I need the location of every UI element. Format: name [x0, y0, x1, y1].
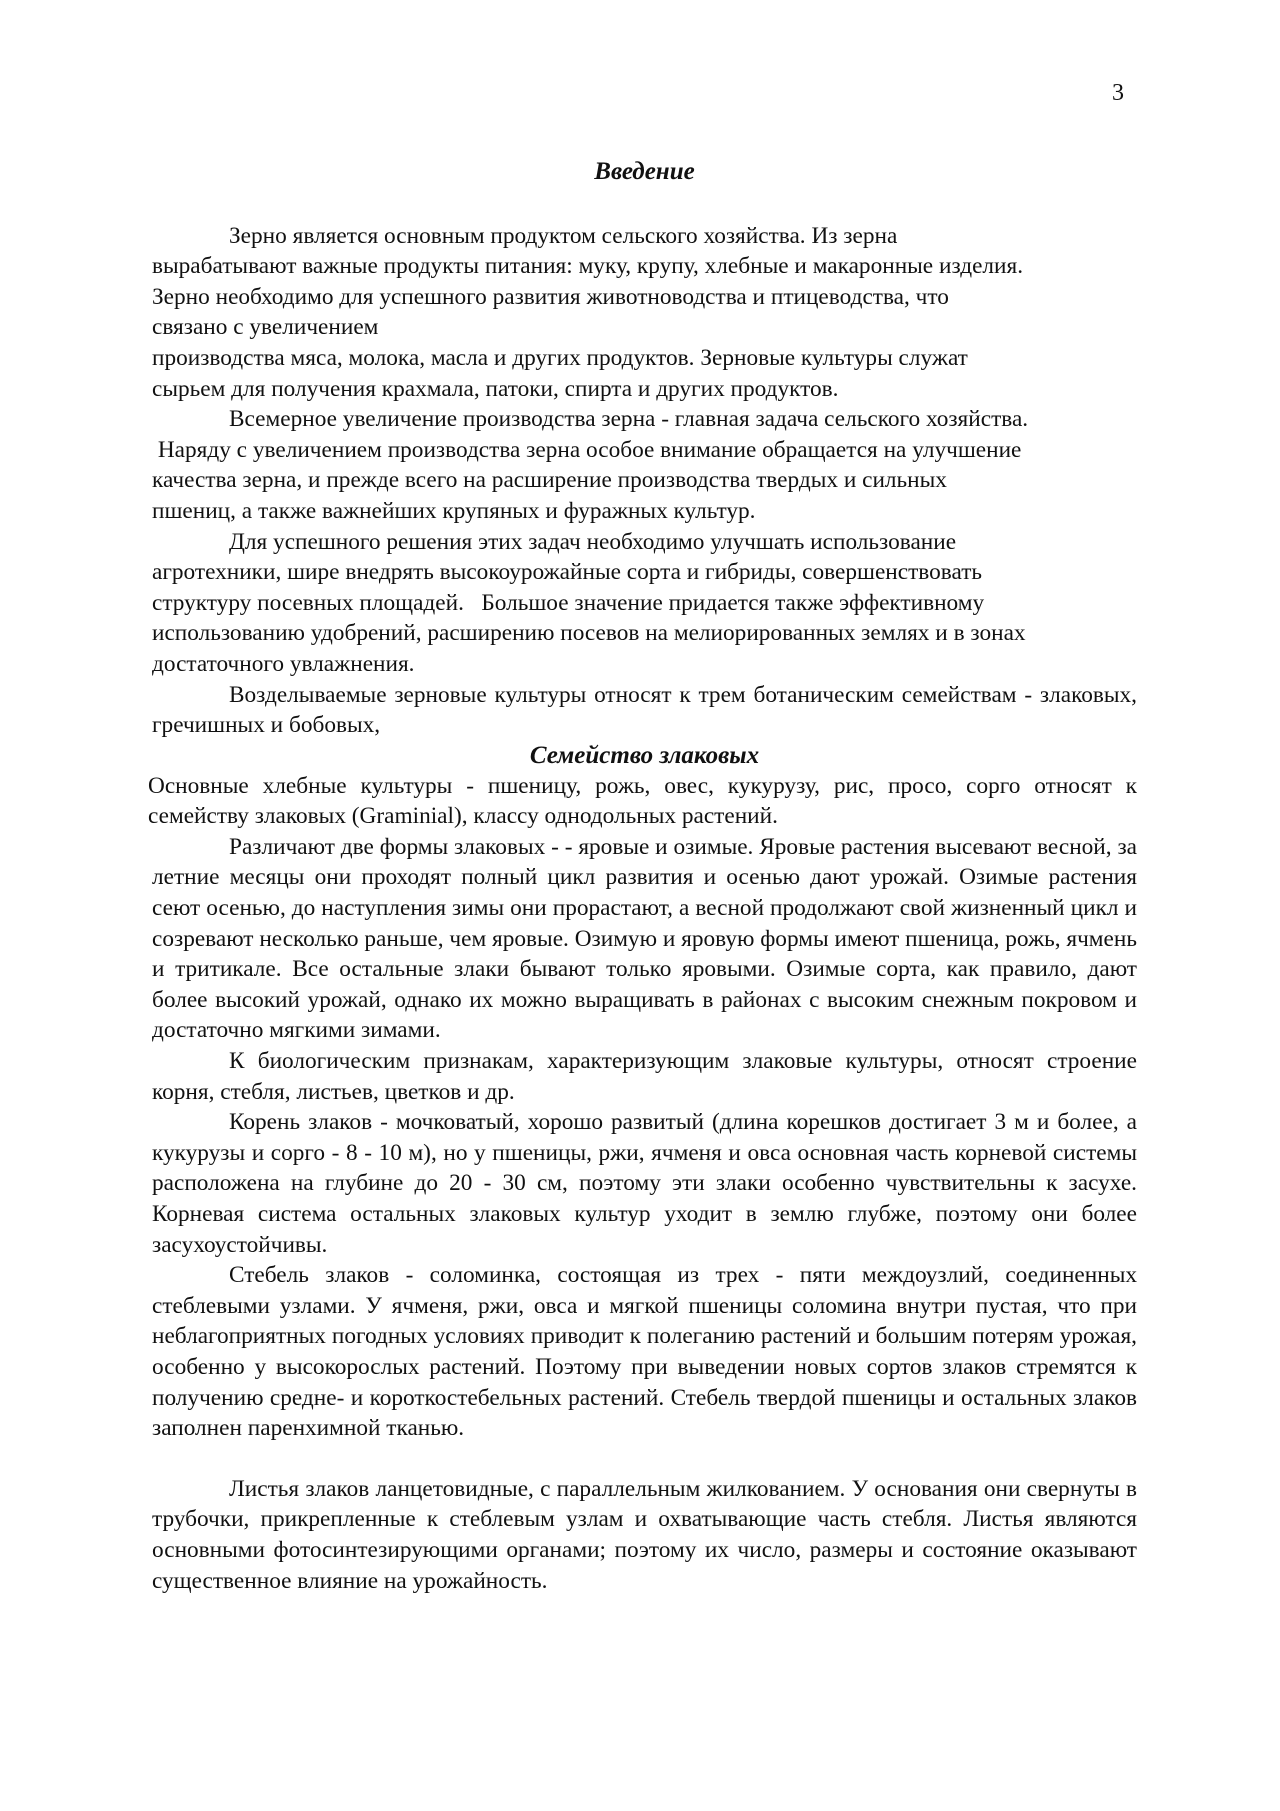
intro-line: агротехники, шире внедрять высокоурожайные сорта и гибриды, совершенствовать [152, 559, 983, 586]
intro-line: Для успешного решения этих задач необходимо улучшать использование [229, 528, 957, 555]
section-paragraph-3: К биологическим признакам, характеризующим злаковые культуры, относят строение корня, стебля, листьев, цветков и др. [152, 1048, 1137, 1105]
section-paragraph-2: Различают две формы злаковых - - яровые и озимые. Яровые растения высевают весной, за летние месяцы они проходят полный цикл развития и осенью дают урожай. Озимые растения сеют осенью, до наступления зимы они прорастают, а весной продолжают свой жизненный цикл и созревают несколько раньше, чем яровые. Озимую и яровую формы имеют пшеница, рожь, ячмень и тритикале. Все остальные злаки бывают только яровыми. Озимые сорта, как правило, дают более высокий урожай, однако их можно выращивать в районах с высоким снежным покровом и достаточно мягкими зимами. [152, 833, 1137, 1044]
intro-line: Зерно является основным продуктом сельского хозяйства. Из зерна [229, 222, 898, 249]
page-content [148, 157, 1137, 1596]
intro-paragraph-3 [152, 527, 1137, 680]
section-paragraph-6: Листья злаков ланцетовидные, с параллельным жилкованием. У основания они свернуты в трубочки, прикрепленные к стеблевым узлам и охватывающие часть стебля. Листья являются основными фотосинтезирующими органами; поэтому их число, размеры и состояние оказывают существенное влияние на урожайность. [152, 1475, 1137, 1594]
intro-line: вырабатывают важные продукты питания: муку, крупу, хлебные и макаронные изделия. [152, 253, 1024, 280]
section-paragraph-4: Корень злаков - мочковатый, хорошо развитый (длина корешков достигает 3 м и более, а кукурузы и сорго - 8 - 10 м), но у пшеницы, ржи, ячменя и овса основная часть корневой системы расположена на глубине до 20 - 30 см, поэтому эти злаки особенно чувствительны к засухе. Корневая система остальных злаковых культур уходит в землю глубже, поэтому они более засухоустойчивы. [152, 1109, 1137, 1258]
intro-line: Наряду с увеличением производства зерна особое внимание обращается на улучшение [152, 436, 1022, 463]
intro-line: качества зерна, и прежде всего на расширение производства твердых и сильных [152, 467, 947, 494]
intro-line: Всемерное увеличение производства зерна - главная задача сельского хозяйства. [229, 406, 1029, 433]
section-paragraph-5: Стебель злаков - соломинка, состоящая из трех - пяти междоузлий, соединенных стеблевыми узлами. У ячменя, ржи, овса и мягкой пшеницы соломина внутри пустая, что при неблагоприятных погодных условиях приводит к полеганию растений и большим потерям урожая, особенно у высокорослых растений. Поэтому при выведении новых сортов злаков стремятся к получению средне- и короткостебельных растений. Стебель твердой пшеницы и остальных злаков заполнен паренхимной тканью. [152, 1262, 1137, 1442]
intro-line: использованию удобрений, расширению посевов на мелиорированных землях и в зонах [152, 620, 1026, 647]
intro-line: структуру посевных площадей. Большое значение придается также эффективному [152, 589, 985, 616]
intro-paragraph-2 [152, 404, 1137, 526]
section-title: Семейство злаковых [529, 741, 760, 769]
intro-line: связано с увеличением [152, 314, 379, 341]
intro-line: Зерно необходимо для успешного развития животноводства и птицеводства, что [152, 283, 949, 310]
intro-paragraph-1 [152, 221, 1137, 405]
intro-line: пшениц, а также важнейших крупяных и фуражных культур. [152, 497, 756, 524]
intro-line: достаточного увлажнения. [152, 650, 415, 677]
page-title: Введение [594, 158, 695, 185]
section-paragraph-1: Основные хлебные культуры - пшеницу, рожь, овес, кукурузу, рис, просо, сорго относят к семейству злаковых (Graminial), классу однодольных растений. [148, 772, 1137, 830]
intro-line: сырьем для получения крахмала, патоки, спирта и других продуктов. [152, 375, 839, 402]
intro-paragraph-4: Возделываемые зерновые культуры относят к трем ботаническим семействам - злаковых, гречишных и бобовых, [152, 681, 1137, 739]
paragraph-spacer [152, 1444, 1137, 1474]
intro-line: производства мяса, молока, масла и других продуктов. Зерновые культуры служат [152, 344, 968, 371]
page-number: 3 [1112, 80, 1124, 106]
